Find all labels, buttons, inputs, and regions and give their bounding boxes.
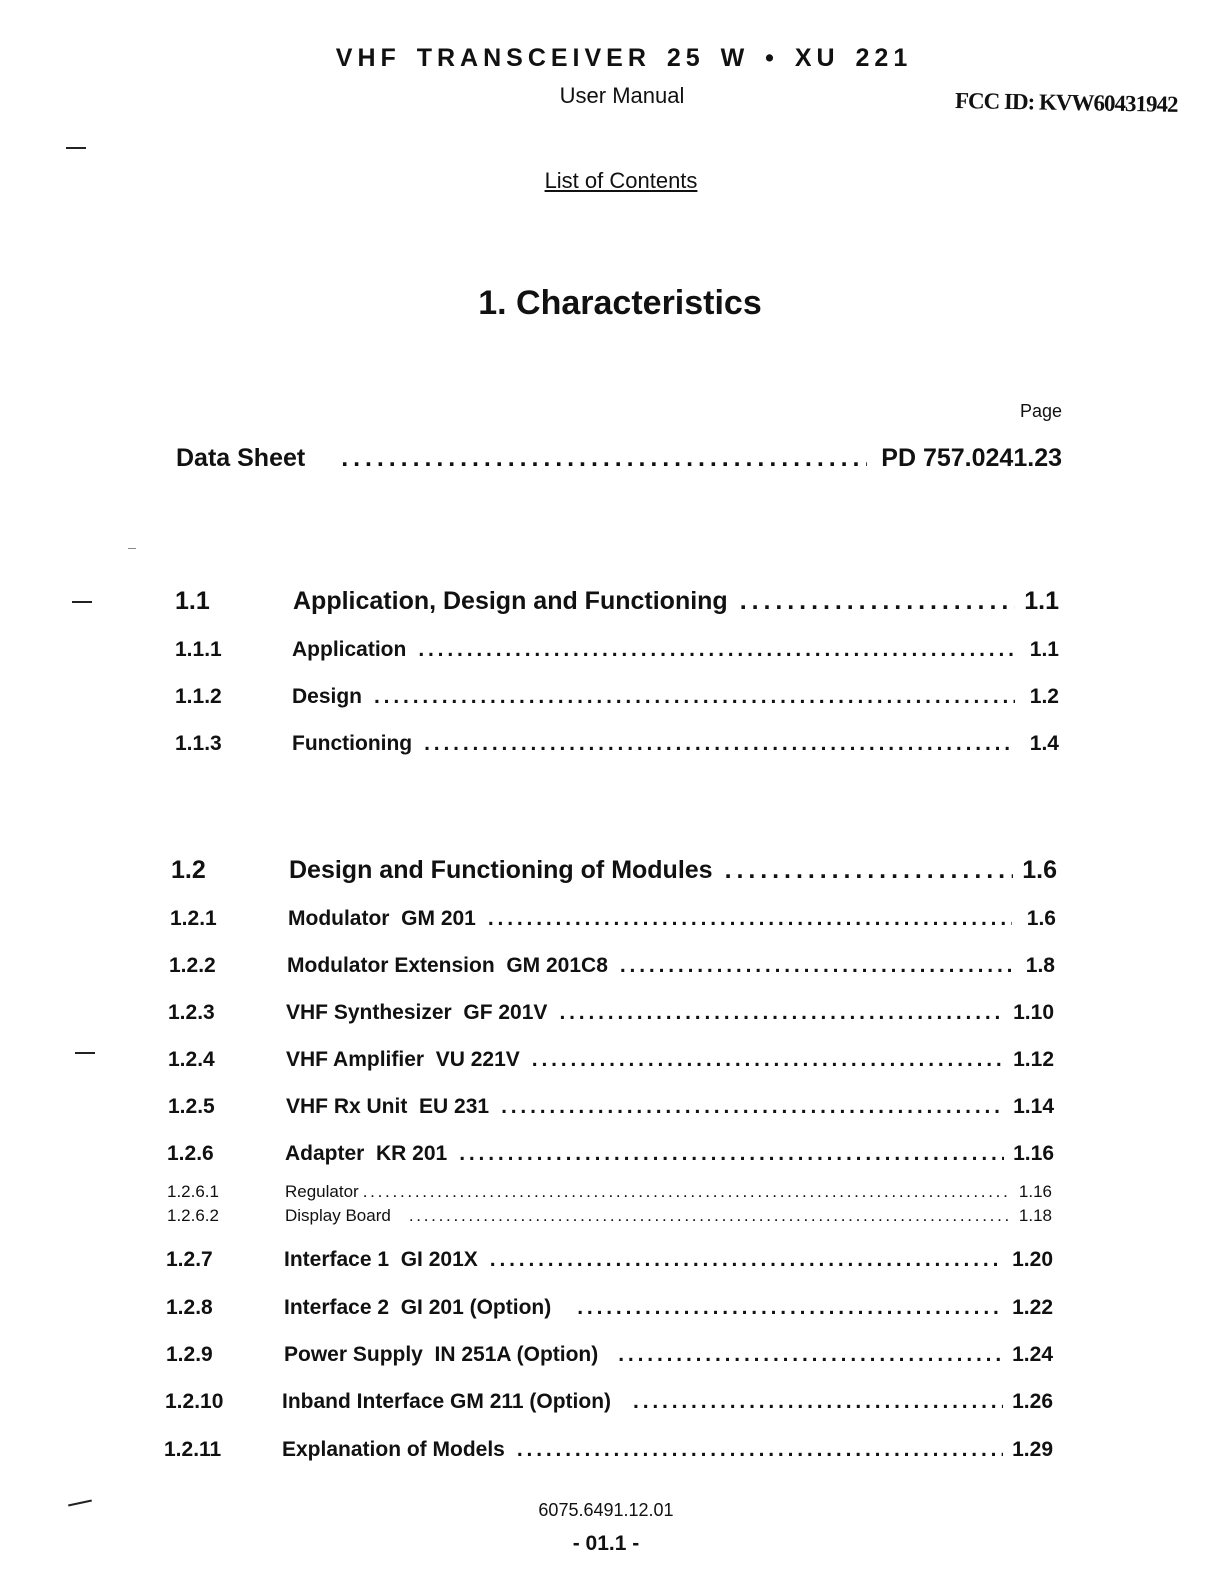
toc-entry xyxy=(166,1296,1053,1320)
toc-number: 1.2.1 xyxy=(170,907,217,930)
document-code: 6075.6491.12.01 xyxy=(538,1500,674,1520)
toc-page: 1.16 xyxy=(1018,1182,1052,1201)
toc-entry xyxy=(175,638,1059,662)
leader-dots xyxy=(551,1296,1003,1320)
toc-entry xyxy=(169,954,1055,978)
toc-page: 1.29 xyxy=(1012,1438,1053,1461)
toc-label: Adapter KR 201 xyxy=(285,1142,448,1165)
chapter-title: 1. Characteristics xyxy=(478,284,762,322)
toc-entry-section xyxy=(171,856,1057,885)
toc-label: Interface 1 GI 201X xyxy=(284,1248,478,1271)
toc-page: 1.12 xyxy=(1013,1048,1054,1071)
leader-dots xyxy=(728,587,1015,616)
toc-page: 1.26 xyxy=(1012,1390,1053,1413)
leader-dots xyxy=(478,1248,1003,1272)
toc-entry xyxy=(170,907,1056,931)
leader-dots xyxy=(505,1438,1003,1462)
toc-number: 1.2.11 xyxy=(164,1438,222,1461)
leader-dots xyxy=(611,1390,1003,1414)
leader-dots xyxy=(547,1001,1004,1025)
toc-number: 1.2.7 xyxy=(166,1248,213,1271)
toc-number: 1.2.9 xyxy=(166,1343,213,1366)
toc-page: 1.1 xyxy=(1029,638,1059,661)
toc-page: 1.16 xyxy=(1013,1142,1054,1165)
toc-entry xyxy=(167,1142,1054,1166)
toc-page: 1.14 xyxy=(1013,1095,1054,1118)
toc-entry xyxy=(164,1438,1053,1462)
toc-label: Interface 2 GI 201 (Option) xyxy=(284,1296,552,1319)
toc-page: 1.1 xyxy=(1024,587,1059,615)
toc-label: Functioning xyxy=(292,732,413,755)
leader-dots xyxy=(476,907,1012,931)
toc-label: Data Sheet xyxy=(176,444,306,472)
toc-label: Display Board xyxy=(285,1206,391,1225)
toc-page: 1.18 xyxy=(1018,1206,1052,1225)
leader-dots xyxy=(391,1206,1010,1226)
toc-page: 1.10 xyxy=(1013,1001,1054,1024)
toc-entry-minor xyxy=(167,1182,1052,1202)
page-number: - 01.1 - xyxy=(572,1532,640,1555)
toc-number: 1.2.8 xyxy=(166,1296,213,1319)
toc-number: 1.2.10 xyxy=(165,1390,224,1413)
toc-entry-section xyxy=(175,587,1059,616)
toc-number: 1.2.4 xyxy=(168,1048,215,1071)
list-of-contents-heading: List of Contents xyxy=(544,168,698,193)
toc-entry xyxy=(168,1095,1054,1119)
toc-number: 1.2.6 xyxy=(167,1142,214,1165)
toc-label: Design and Functioning of Modules xyxy=(289,856,713,884)
leader-dots xyxy=(412,732,1015,756)
leader-dots xyxy=(305,444,867,473)
toc-label: VHF Synthesizer GF 201V xyxy=(286,1001,548,1024)
toc-label: VHF Rx Unit EU 231 xyxy=(286,1095,490,1118)
leader-dots xyxy=(489,1095,1004,1119)
toc-label: Modulator GM 201 xyxy=(288,907,476,930)
toc-entry xyxy=(165,1390,1053,1414)
toc-label: VHF Amplifier VU 221V xyxy=(286,1048,520,1071)
toc-number: 1.1.3 xyxy=(175,732,222,755)
scan-mark xyxy=(72,601,92,603)
toc-page: 1.8 xyxy=(1025,954,1055,977)
scan-mark xyxy=(75,1052,95,1054)
toc-page: 1.20 xyxy=(1012,1248,1053,1271)
toc-label: Regulator xyxy=(285,1182,359,1201)
document-title: VHF TRANSCEIVER 25 W • XU 221 xyxy=(335,44,913,72)
toc-page: 1.24 xyxy=(1012,1343,1053,1366)
toc-page: 1.6 xyxy=(1022,856,1057,884)
toc-number: 1.2.5 xyxy=(168,1095,215,1118)
toc-label: Explanation of Models xyxy=(282,1438,505,1461)
toc-page: 1.2 xyxy=(1029,685,1059,708)
leader-dots xyxy=(520,1048,1004,1072)
toc-entry xyxy=(166,1248,1053,1272)
toc-number: 1.2.6.2 xyxy=(167,1206,219,1225)
fcc-id: FCC ID: KVW60431942 xyxy=(954,88,1178,117)
toc-number: 1.1 xyxy=(175,587,210,615)
scan-mark xyxy=(66,147,86,149)
toc-entry xyxy=(168,1001,1054,1025)
leader-dots xyxy=(713,856,1013,885)
toc-entry-data-sheet xyxy=(176,444,1062,473)
toc-entry xyxy=(175,685,1059,709)
toc-number: 1.1.2 xyxy=(175,685,222,708)
leader-dots xyxy=(362,685,1015,709)
toc-page: 1.22 xyxy=(1012,1296,1053,1319)
toc-page: PD 757.0241.23 xyxy=(881,444,1062,472)
leader-dots xyxy=(406,638,1015,662)
toc-page: 1.6 xyxy=(1026,907,1056,930)
toc-number: 1.2.2 xyxy=(169,954,216,977)
toc-label: Power Supply IN 251A (Option) xyxy=(284,1343,599,1366)
toc-entry xyxy=(166,1343,1053,1367)
document-subtitle: User Manual xyxy=(559,83,685,108)
scan-mark xyxy=(128,548,136,549)
toc-number: 1.1.1 xyxy=(175,638,222,661)
page-column-label: Page xyxy=(1019,401,1062,421)
toc-entry xyxy=(168,1048,1054,1072)
toc-label: Design xyxy=(292,685,363,708)
toc-number: 1.2.3 xyxy=(168,1001,215,1024)
leader-dots xyxy=(598,1343,1003,1367)
toc-label: Modulator Extension GM 201C8 xyxy=(287,954,608,977)
toc-label: Application xyxy=(292,638,407,661)
leader-dots xyxy=(359,1182,1010,1202)
toc-entry-minor xyxy=(167,1206,1052,1226)
toc-entry xyxy=(175,732,1059,756)
leader-dots xyxy=(447,1142,1004,1166)
leader-dots xyxy=(608,954,1011,978)
toc-number: 1.2.6.1 xyxy=(167,1182,219,1201)
toc-number: 1.2 xyxy=(171,856,206,884)
toc-page: 1.4 xyxy=(1029,732,1059,755)
toc-label: Inband Interface GM 211 (Option) xyxy=(282,1390,612,1413)
toc-label: Application, Design and Functioning xyxy=(293,587,728,615)
